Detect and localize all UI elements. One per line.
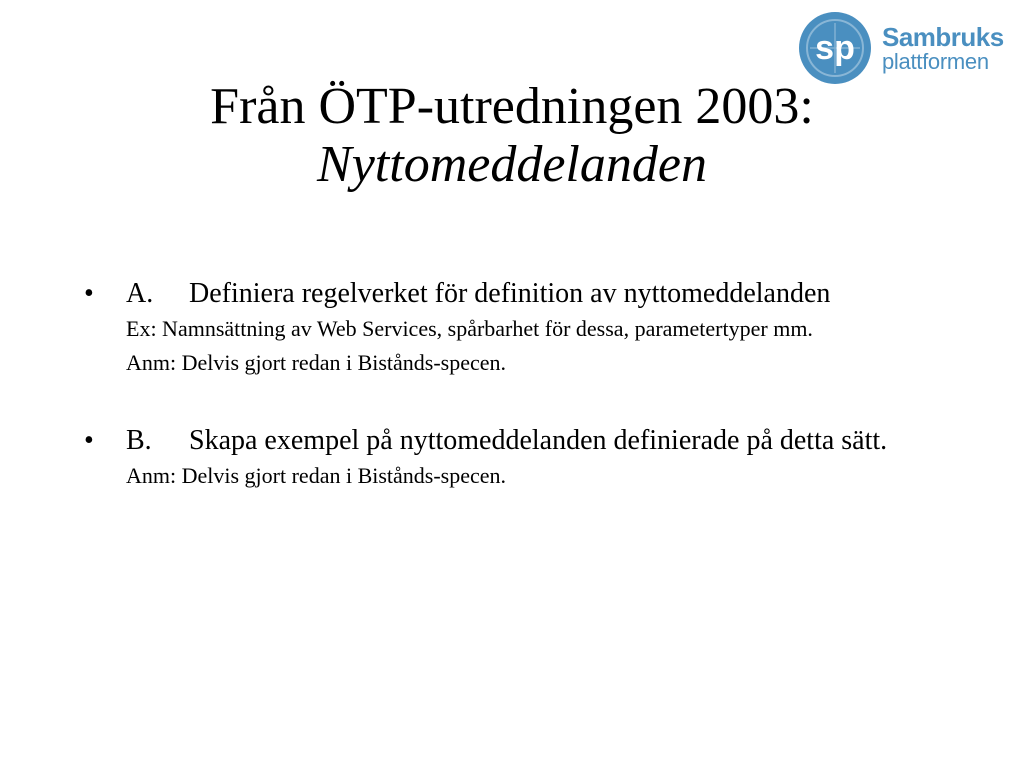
bullet-subtext: Anm: Delvis gjort redan i Bistånds-specen. — [126, 350, 507, 375]
bullet-marker: • — [84, 278, 94, 309]
slide-title-line2: Nyttomeddelanden — [317, 136, 707, 193]
sambruksplattformen-logo-icon — [798, 11, 872, 85]
logo-mark-letters: sp — [815, 29, 855, 67]
bullet-marker: • — [84, 425, 94, 456]
bullet-letter: B. — [126, 425, 152, 456]
bullet-main-text — [126, 275, 964, 312]
bullet-text: Skapa exempel på nyttomeddelanden definierade på detta sätt. — [189, 425, 888, 456]
logo-line2: plattformen — [882, 48, 989, 74]
slide-content — [84, 275, 964, 535]
logo-line1: Sambruks — [882, 21, 1004, 52]
logo-wordmark — [882, 21, 1004, 74]
slide-title-line1: Från ÖTP-utredningen 2003: — [210, 78, 814, 135]
bullet-item-b — [84, 422, 964, 493]
bullet-text: Definiera regelverket för definition av nyttomeddelanden — [189, 278, 831, 309]
bullet-subtext: Ex: Namnsättning av Web Services, spårbarhet för dessa, parametertyper mm. — [126, 316, 813, 341]
bullet-item-a — [84, 275, 964, 380]
sambruksplattformen-logo — [798, 10, 1008, 86]
slide-title — [0, 78, 1024, 194]
bullet-main-text — [126, 422, 964, 459]
bullet-letter: A. — [126, 278, 154, 309]
bullet-subtext: Anm: Delvis gjort redan i Bistånds-specen. — [126, 463, 507, 488]
